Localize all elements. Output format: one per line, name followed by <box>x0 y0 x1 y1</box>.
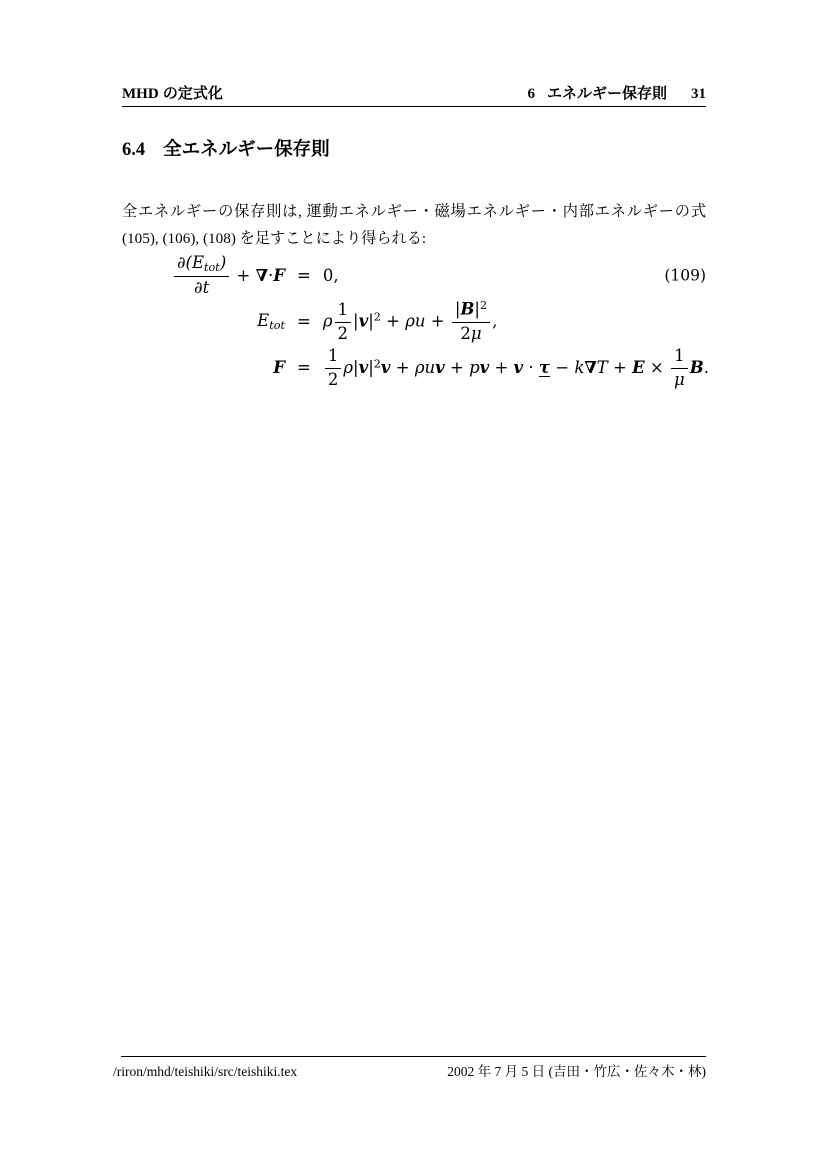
math-symbol: · <box>268 265 274 285</box>
math-symbol: v <box>479 357 490 377</box>
equation-relation: = <box>297 358 311 378</box>
math-symbol: tot <box>269 319 285 333</box>
math-symbol: + <box>380 311 406 331</box>
math-symbol: . <box>703 357 709 377</box>
math-symbol: − <box>550 357 575 377</box>
fraction <box>335 301 352 344</box>
math-symbol: ) <box>219 252 227 272</box>
running-head-section-number: 6 <box>527 86 535 102</box>
math-symbol: k <box>574 357 585 377</box>
equation-relation: = <box>297 312 311 332</box>
equation-rhs <box>323 347 709 390</box>
math-symbol: E <box>257 311 270 331</box>
equation-relation: = <box>297 266 311 286</box>
equation-number: (109) <box>664 266 706 285</box>
math-symbol: + <box>444 357 470 377</box>
subscript <box>204 260 220 273</box>
math-symbol: μ <box>470 323 482 343</box>
body-paragraph <box>122 198 706 252</box>
equation-row <box>122 345 709 391</box>
math-symbol: v <box>358 357 369 377</box>
section-title-text: 全エネルギー保存則 <box>163 138 330 159</box>
underlined-symbol <box>539 358 550 377</box>
math-symbol: , <box>492 311 498 331</box>
math-symbol: 2 <box>327 369 339 389</box>
equation-row <box>122 253 706 299</box>
header-rule <box>122 106 706 107</box>
subscript <box>269 319 285 332</box>
equation-lhs <box>122 254 285 299</box>
math-symbol: E <box>192 252 205 272</box>
equation-rhs <box>323 300 706 344</box>
running-head-section-title: エネルギー保存則 <box>546 85 667 102</box>
math-symbol: ρu <box>405 311 426 331</box>
math-symbol: 2 <box>479 299 488 313</box>
superscript <box>480 299 487 312</box>
section-heading <box>122 136 330 163</box>
fraction <box>325 347 342 390</box>
math-symbol: ∇ <box>584 357 597 377</box>
footer-date-authors: 2002 年 7 月 5 日 (吉田・竹広・佐々木・林) <box>447 1064 706 1079</box>
equation-lhs <box>122 358 285 378</box>
math-symbol: ρ <box>343 357 354 377</box>
math-symbol: μ <box>674 369 685 389</box>
math-symbol: ρ <box>322 311 333 331</box>
math-symbol: + <box>425 311 450 331</box>
math-symbol: T <box>596 357 608 377</box>
math-symbol: p <box>469 357 480 377</box>
math-symbol: v <box>380 357 391 377</box>
running-head-left-jp: の定式化 <box>158 85 223 102</box>
math-symbol: 2 <box>373 310 381 324</box>
math-symbol: 2 <box>460 323 471 343</box>
equation-block <box>122 252 709 391</box>
math-symbol: B <box>460 299 475 319</box>
running-head-left <box>122 84 223 104</box>
running-head-right <box>527 84 706 104</box>
math-symbol: 1 <box>337 299 349 319</box>
math-symbol: 1 <box>327 345 339 365</box>
fraction <box>671 347 688 390</box>
math-symbol: | <box>454 299 461 319</box>
paragraph-line: 全エネルギーの保存則は, 運動エネルギー・磁場エネルギー・内部エネルギーの式 <box>122 203 706 220</box>
math-symbol: ∂( <box>177 252 192 272</box>
math-symbol: v <box>358 311 369 331</box>
running-head-left-latin: MHD <box>122 86 159 102</box>
footer-file-path: /riron/mhd/teishiki/src/teishiki.tex <box>113 1064 298 1079</box>
math-symbol: τ <box>538 357 550 377</box>
math-symbol: v <box>513 357 524 377</box>
equation-lhs <box>122 311 285 332</box>
fraction <box>452 300 490 344</box>
math-symbol: B <box>689 357 704 377</box>
math-symbol: 2 <box>337 323 349 343</box>
math-symbol: ρu <box>414 357 436 377</box>
math-symbol: | <box>353 357 359 377</box>
footer-rule <box>121 1056 706 1057</box>
math-symbol: | <box>474 299 480 319</box>
math-symbol: 1 <box>674 345 685 365</box>
superscript <box>374 357 381 370</box>
equation-rhs <box>323 266 706 286</box>
math-symbol: tot <box>204 260 220 274</box>
page-header <box>122 84 706 104</box>
math-symbol: + <box>231 265 256 285</box>
math-symbol: F <box>273 358 285 378</box>
math-symbol: | <box>353 311 359 331</box>
math-symbol: 0, <box>322 266 339 286</box>
math-symbol: | <box>368 311 374 331</box>
math-symbol: + <box>607 357 633 377</box>
superscript <box>374 311 381 324</box>
math-symbol: v <box>435 357 445 377</box>
fraction <box>174 254 229 299</box>
paragraph-line: (105), (106), (108) を足すことにより得られる: <box>122 230 427 247</box>
math-symbol: × <box>644 357 670 377</box>
math-symbol: 2 <box>373 356 381 370</box>
math-symbol: E <box>632 357 645 377</box>
math-symbol: + <box>489 357 514 377</box>
section-number: 6.4 <box>122 140 146 160</box>
math-symbol: F <box>273 265 285 285</box>
math-symbol: ∂t <box>194 278 210 298</box>
math-symbol: ∇ <box>255 265 269 285</box>
equation-row <box>122 299 706 345</box>
math-symbol: | <box>368 357 374 377</box>
page-number: 31 <box>691 86 706 102</box>
page-footer <box>113 1062 706 1082</box>
math-symbol: + <box>390 357 415 377</box>
math-symbol: · <box>523 357 539 377</box>
